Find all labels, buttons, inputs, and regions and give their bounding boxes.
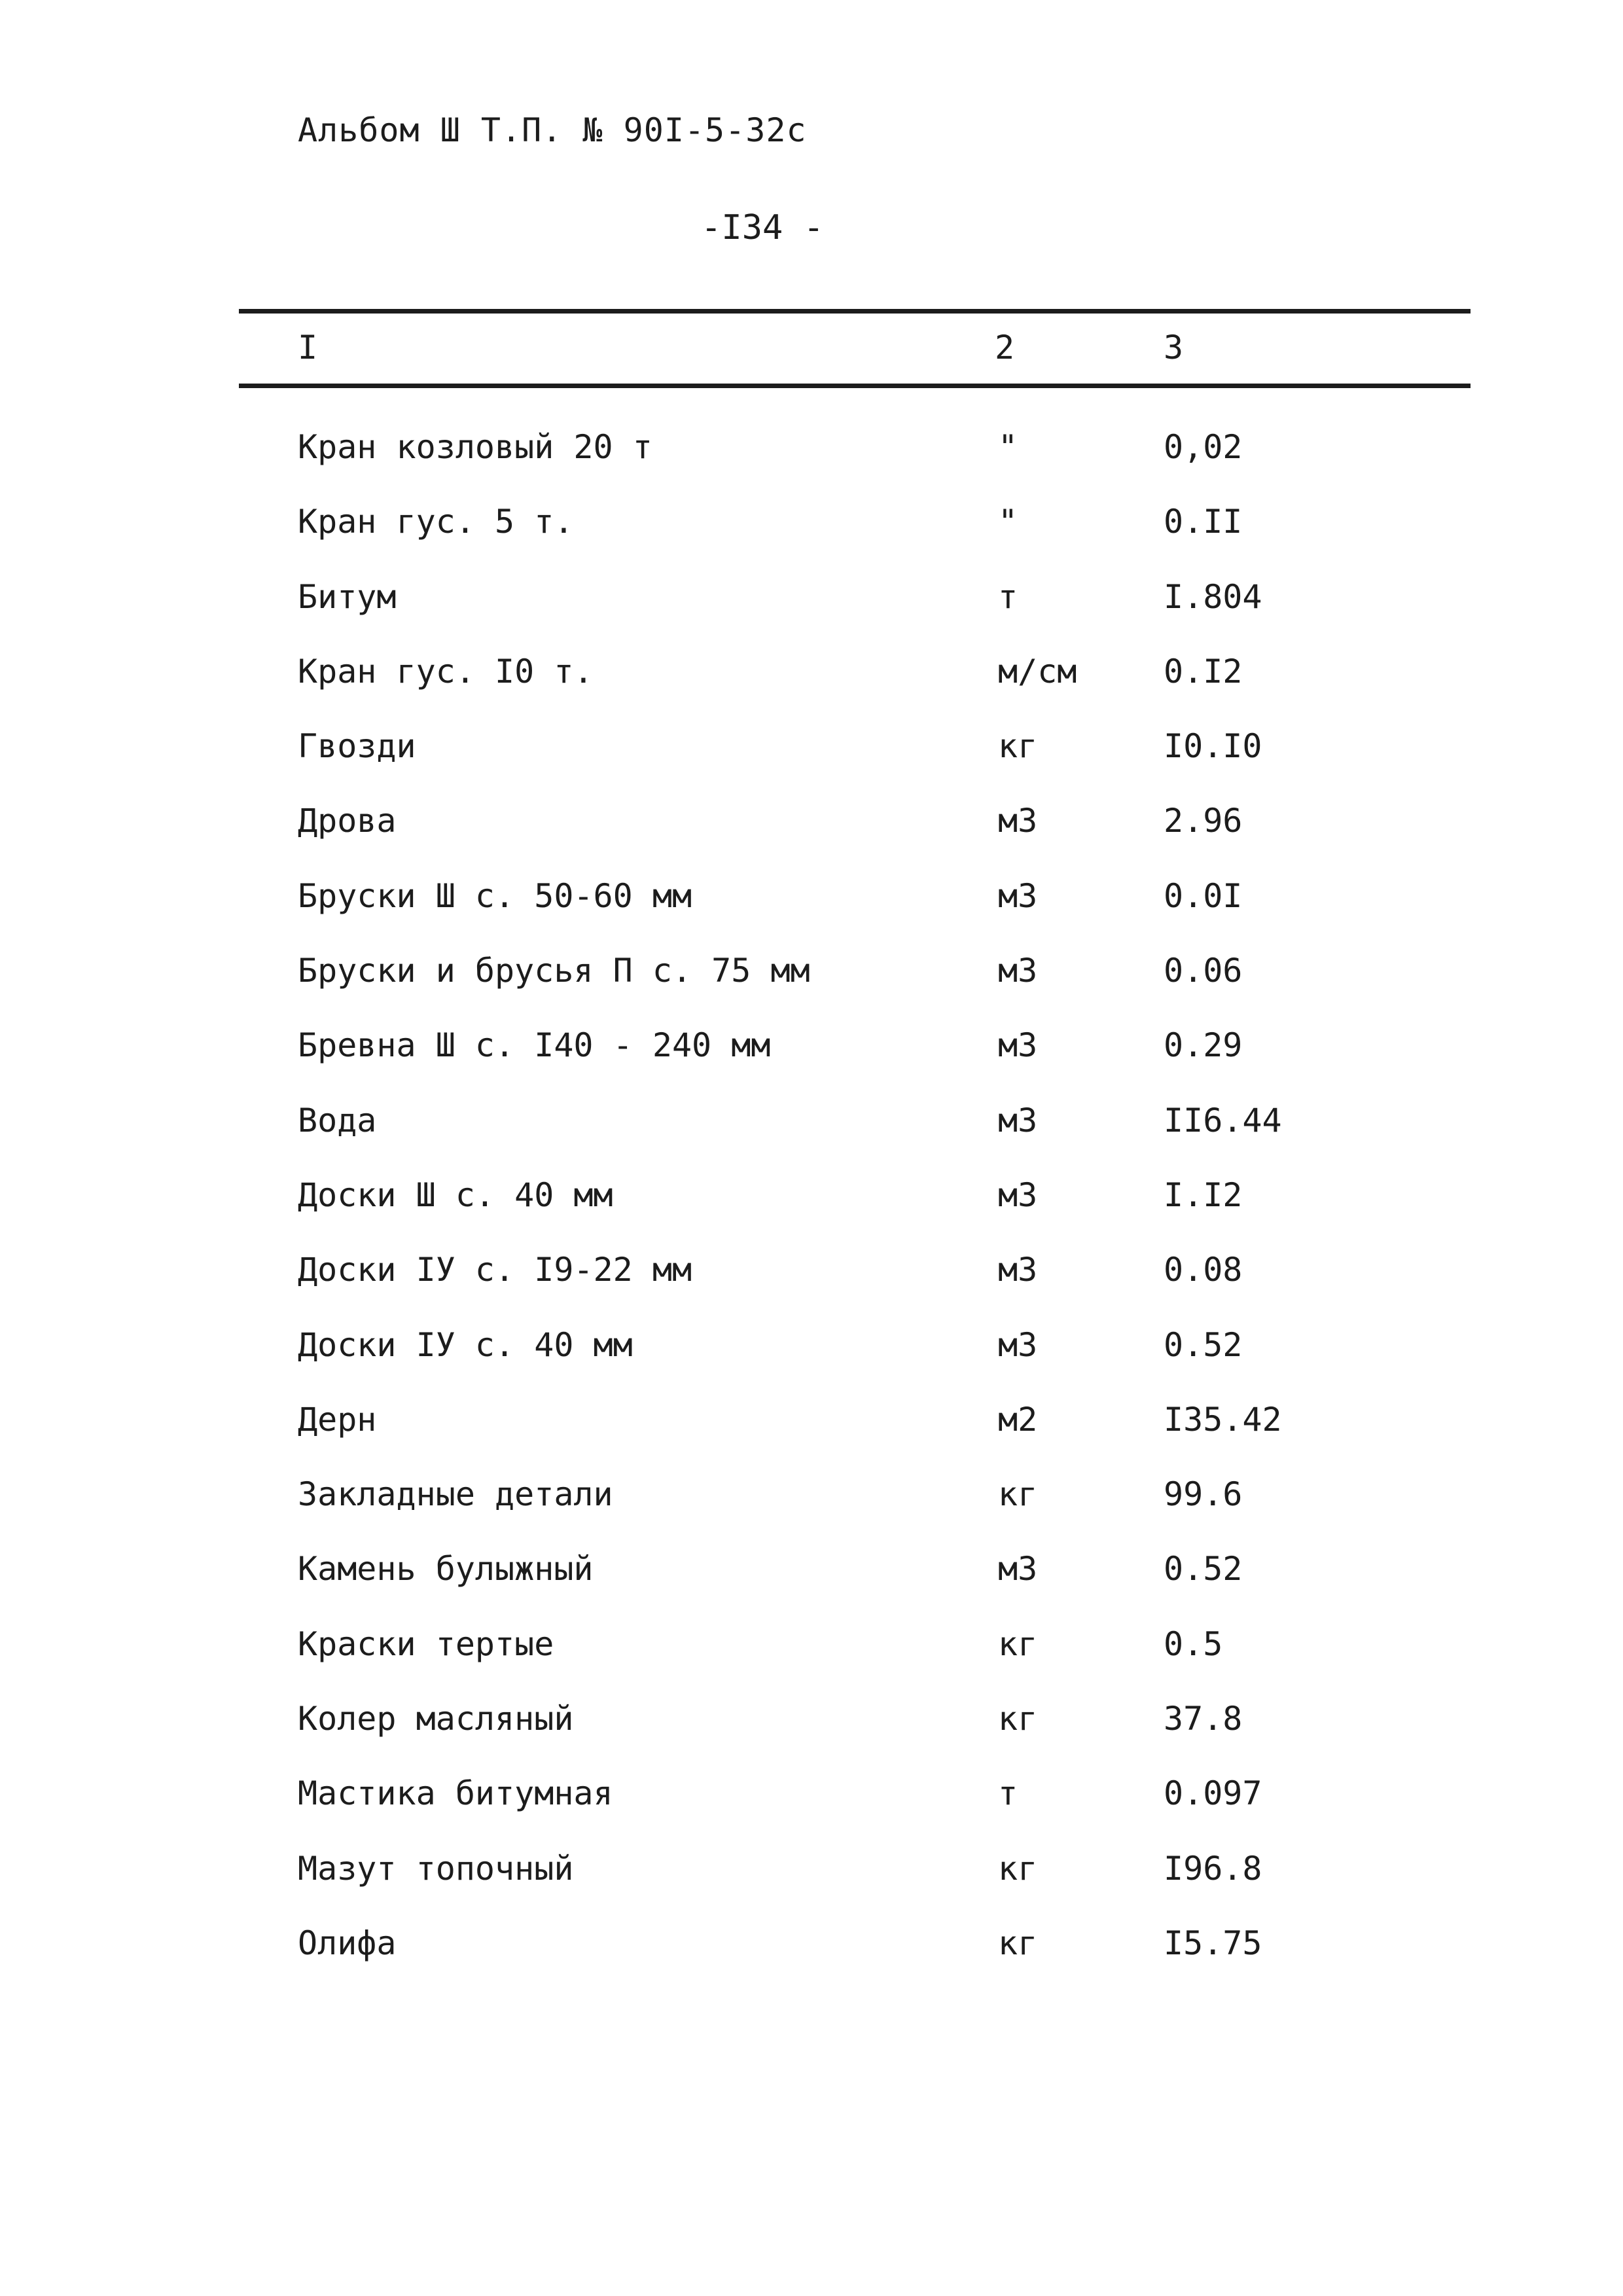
- material-name: Гвозди: [298, 727, 416, 766]
- material-quantity: I96.8: [1164, 1849, 1262, 1888]
- table-row: [0, 575, 1623, 650]
- material-name: Доски Ш с. 40 мм: [298, 1175, 613, 1214]
- table-header-rule: [239, 384, 1471, 388]
- table-row: [0, 425, 1623, 500]
- material-name: Олифа: [298, 1924, 397, 1962]
- material-quantity: I5.75: [1164, 1924, 1262, 1962]
- table-row: [0, 650, 1623, 725]
- material-quantity: 0.I2: [1164, 652, 1243, 691]
- material-name: Закладные детали: [298, 1475, 613, 1514]
- material-name: Дерн: [298, 1400, 377, 1439]
- material-name: Бруски и брусья П с. 75 мм: [298, 952, 810, 990]
- table-row: [0, 1398, 1623, 1473]
- material-quantity: 0.08: [1164, 1251, 1243, 1289]
- material-unit: ": [998, 428, 1018, 466]
- material-quantity: 0.5: [1164, 1624, 1223, 1663]
- material-quantity: 0.52: [1164, 1325, 1243, 1364]
- table-row: [0, 1099, 1623, 1174]
- material-unit: м3: [998, 1550, 1038, 1588]
- material-unit: м/см: [998, 652, 1077, 691]
- material-unit: м3: [998, 876, 1038, 915]
- material-unit: м3: [998, 1325, 1038, 1364]
- material-quantity: 0.0I: [1164, 876, 1243, 915]
- material-unit: м3: [998, 1101, 1038, 1139]
- material-name: Доски IУ с. I9-22 мм: [298, 1251, 692, 1289]
- material-unit: кг: [998, 1924, 1038, 1962]
- table-row: [0, 725, 1623, 799]
- material-name: Кран гус. 5 т.: [298, 503, 574, 541]
- table-row: [0, 1248, 1623, 1323]
- table-row: [0, 799, 1623, 874]
- material-quantity: I0.I0: [1164, 727, 1262, 766]
- table-row: [0, 1323, 1623, 1398]
- table-row: [0, 1547, 1623, 1622]
- material-unit: ": [998, 503, 1018, 541]
- album-reference: Альбом Ш Т.П. № 90I-5-32с: [298, 111, 807, 149]
- material-unit: т: [998, 577, 1018, 616]
- material-name: Вода: [298, 1101, 377, 1139]
- table-row: [0, 1024, 1623, 1098]
- table-row: [0, 1473, 1623, 1547]
- table-row: [0, 1922, 1623, 1996]
- material-unit: м2: [998, 1400, 1038, 1439]
- material-unit: м3: [998, 952, 1038, 990]
- material-unit: кг: [998, 1624, 1038, 1663]
- material-name: Камень булыжный: [298, 1550, 594, 1588]
- material-quantity: I.804: [1164, 577, 1262, 616]
- table-row: [0, 500, 1623, 575]
- material-unit: кг: [998, 727, 1038, 766]
- material-name: Бревна Ш с. I40 - 240 мм: [298, 1026, 771, 1065]
- material-name: Мастика битумная: [298, 1774, 613, 1813]
- material-quantity: II6.44: [1164, 1101, 1282, 1139]
- material-quantity: 0.097: [1164, 1774, 1262, 1813]
- material-name: Бруски Ш с. 50-60 мм: [298, 876, 692, 915]
- material-name: Краски тертые: [298, 1624, 554, 1663]
- material-unit: м3: [998, 1175, 1038, 1214]
- material-quantity: 0.06: [1164, 952, 1243, 990]
- page-number: -I34 -: [701, 208, 824, 247]
- material-quantity: I.I2: [1164, 1175, 1243, 1214]
- table-row: [0, 1697, 1623, 1772]
- material-unit: м3: [998, 802, 1038, 840]
- material-quantity: 99.6: [1164, 1475, 1243, 1514]
- material-quantity: 2.96: [1164, 802, 1243, 840]
- material-name: Колер масляный: [298, 1700, 574, 1738]
- table-row: [0, 1623, 1623, 1697]
- material-quantity: 0.29: [1164, 1026, 1243, 1065]
- material-name: Доски IУ с. 40 мм: [298, 1325, 633, 1364]
- table-top-rule: [239, 309, 1471, 314]
- material-unit: кг: [998, 1849, 1038, 1888]
- material-name: Кран козловый 20 т: [298, 428, 652, 466]
- material-unit: м3: [998, 1251, 1038, 1289]
- material-name: Кран гус. I0 т.: [298, 652, 594, 691]
- table-row: [0, 1174, 1623, 1248]
- materials-table-body: [0, 425, 1623, 1996]
- material-quantity: 0.52: [1164, 1550, 1243, 1588]
- column-header-quantity: 3: [1164, 329, 1184, 367]
- table-row: [0, 874, 1623, 949]
- material-name: Мазут топочный: [298, 1849, 574, 1888]
- column-header-unit: 2: [995, 329, 1015, 367]
- material-quantity: 0.II: [1164, 503, 1243, 541]
- material-unit: м3: [998, 1026, 1038, 1065]
- table-row: [0, 949, 1623, 1024]
- material-name: Битум: [298, 577, 397, 616]
- table-row: [0, 1847, 1623, 1922]
- material-name: Дрова: [298, 802, 397, 840]
- material-quantity: 0,02: [1164, 428, 1243, 466]
- material-quantity: I35.42: [1164, 1400, 1282, 1439]
- table-row: [0, 1772, 1623, 1846]
- column-header-name: I: [298, 329, 318, 367]
- material-quantity: 37.8: [1164, 1700, 1243, 1738]
- material-unit: кг: [998, 1700, 1038, 1738]
- material-unit: т: [998, 1774, 1018, 1813]
- material-unit: кг: [998, 1475, 1038, 1514]
